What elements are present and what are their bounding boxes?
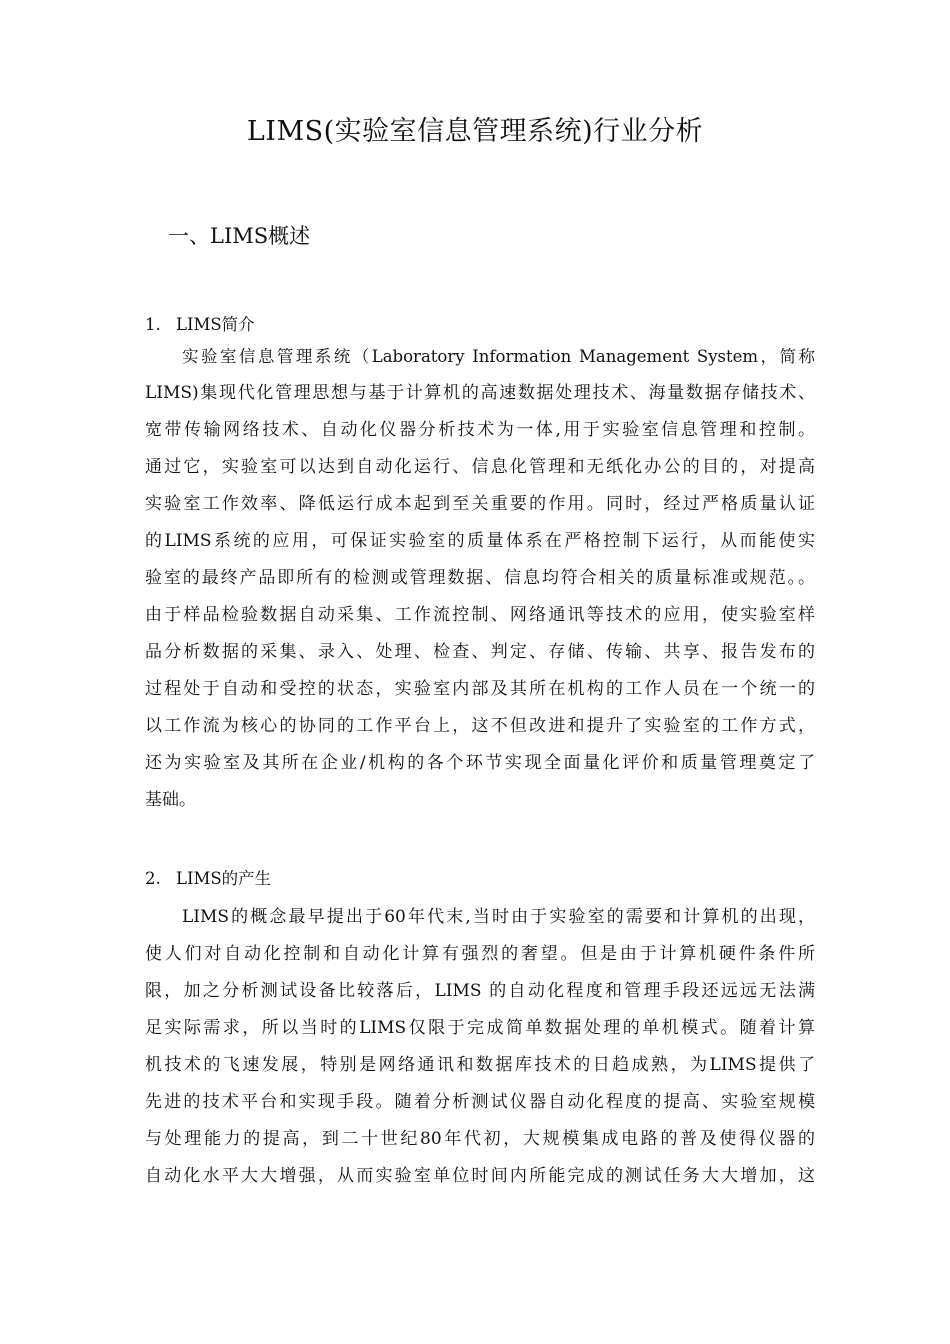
paragraph-line: 使人们对自动化控制和自动化计算有强烈的奢望。但是由于计算机硬件条件所 [145, 944, 815, 964]
paragraph-line: 通过它，实验室可以达到自动化运行、信息化管理和无纸化办公的目的，对提高 [145, 457, 815, 477]
paragraph-line: 以工作流为核心的协同的工作平台上，这不但改进和提升了实验室的工作方式， [145, 716, 815, 736]
subsection-number: 2. [145, 869, 161, 888]
section-heading-overview: 一、LIMS概述 [168, 224, 311, 248]
subsection-number: 1. [145, 315, 161, 334]
paragraph-line: 验室的最终产品即所有的检测或管理数据、信息均符合相关的质量标准或规范。。 [145, 568, 815, 588]
paragraph-line: 宽带传输网络技术、自动化仪器分析技术为一体,用于实验室信息管理和控制。 [145, 420, 815, 440]
subsection-heading-origin [145, 866, 271, 892]
paragraph-line: LIMS)集现代化管理思想与基于计算机的高速数据处理技术、海量数据存储技术、 [145, 383, 815, 403]
subsection-heading-intro [145, 312, 255, 338]
paragraph-line: 过程处于自动和受控的状态，实验室内部及其所在机构的工作人员在一个统一的 [145, 679, 815, 699]
paragraph-line: 自动化水平大大增强，从而实验室单位时间内所能完成的测试任务大大增加，这 [145, 1166, 815, 1186]
paragraph-origin [145, 899, 815, 1195]
paragraph-line: 先进的技术平台和实现手段。随着分析测试仪器自动化程度的提高、实验室规模 [145, 1092, 815, 1112]
paragraph-line: 限，加之分析测试设备比较落后，LIMS 的自动化程度和管理手段还远远无法满 [145, 981, 815, 1001]
paragraph-line: 实验室工作效率、降低运行成本起到至关重要的作用。同时，经过严格质量认证 [145, 494, 815, 514]
paragraph-intro [145, 338, 815, 819]
paragraph-line: 品分析数据的采集、录入、处理、检查、判定、存储、传输、共享、报告发布的 [145, 642, 815, 662]
paragraph-line: 机技术的飞速发展，特别是网络通讯和数据库技术的日趋成熟，为LIMS提供了 [145, 1055, 815, 1075]
document-title: LIMS(实验室信息管理系统)行业分析 [246, 116, 704, 147]
subsection-title: LIMS的产生 [176, 869, 272, 888]
paragraph-line: 基础。 [145, 790, 196, 810]
paragraph-line: LIMS的概念最早提出于60年代末,当时由于实验室的需要和计算机的出现， [182, 907, 815, 927]
subsection-title: LIMS简介 [176, 315, 255, 334]
paragraph-line: 的LIMS系统的应用，可保证实验室的质量体系在严格控制下运行，从而能使实 [145, 531, 815, 551]
paragraph-line: 足实际需求，所以当时的LIMS仅限于完成简单数据处理的单机模式。随着计算 [145, 1018, 815, 1038]
paragraph-line: 实验室信息管理系统（Laboratory Information Management System，简称 [182, 347, 815, 366]
paragraph-line: 由于样品检验数据自动采集、工作流控制、网络通讯等技术的应用，使实验室样 [145, 605, 815, 625]
paragraph-line: 还为实验室及其所在企业/机构的各个环节实现全面量化评价和质量管理奠定了 [145, 753, 815, 773]
paragraph-line: 与处理能力的提高，到二十世纪80年代初，大规模集成电路的普及使得仪器的 [145, 1129, 815, 1149]
